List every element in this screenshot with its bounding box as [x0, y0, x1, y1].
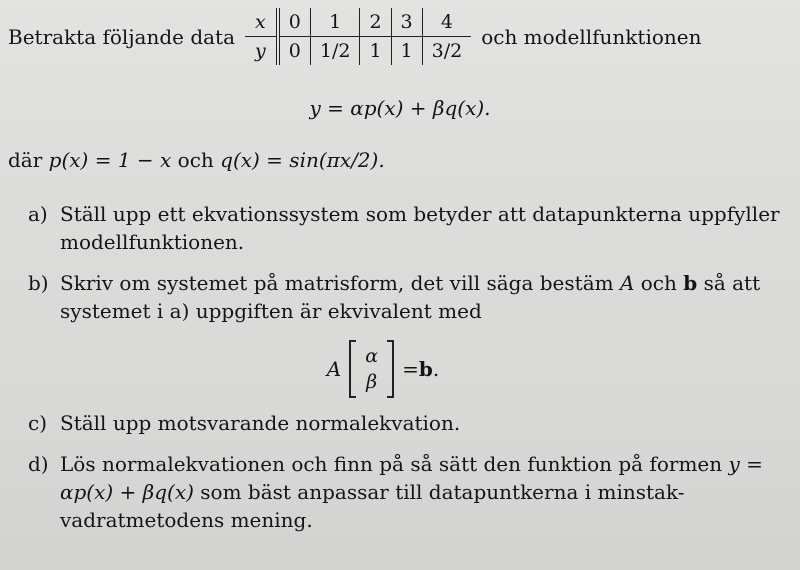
task-a-text: Ställ upp ett ekvationssystem som betyder att datapunkterna uppfyller modellfunktionen.	[60, 202, 780, 254]
task-b-label: b)	[28, 271, 49, 295]
coefficient-vector	[349, 341, 394, 397]
table-head-y: y	[255, 40, 266, 62]
table-cell: 3	[391, 8, 422, 37]
table-cell: 1	[310, 8, 360, 37]
table-row-y	[245, 37, 471, 66]
table-cell: 2	[360, 8, 391, 37]
task-c-text: Ställ upp motsvarande normalekvation.	[60, 411, 461, 435]
intro-after-text: och modellfunktionen	[481, 24, 702, 49]
task-b-text-2: så att systemet i a) uppgiften är ekvivalent med	[60, 271, 761, 323]
q-definition: q(x) = sin(πx/2).	[220, 148, 385, 172]
intro-lead-text: Betrakta följande data	[8, 24, 236, 49]
table-row-x	[245, 8, 471, 37]
p-definition: p(x) = 1 − x	[48, 148, 172, 172]
task-b-matrix-a: A	[619, 271, 635, 295]
table-cell: 1	[360, 37, 391, 66]
data-table	[245, 8, 471, 65]
task-d-text	[60, 450, 798, 534]
task-c	[28, 409, 798, 437]
where-line	[8, 148, 385, 172]
task-b-vector-b: b	[683, 271, 698, 295]
vector-b-symbol: b	[418, 357, 433, 381]
task-d	[28, 450, 798, 534]
where-och: och	[171, 148, 221, 172]
matrix-a-symbol: A	[326, 357, 342, 381]
task-list	[28, 200, 798, 547]
alpha-symbol: α	[365, 345, 379, 367]
table-cell: 4	[422, 8, 471, 37]
intro-line	[8, 8, 701, 65]
task-a	[28, 200, 798, 256]
model-formula: y = αp(x) + βq(x).	[309, 96, 491, 120]
task-d-formula: y = αp(x) + βq(x)	[60, 452, 763, 504]
task-d-text-1: Lös normalekvationen och finn på så sätt den funktion på formen	[60, 452, 729, 476]
matrix-eq-period: .	[432, 357, 440, 381]
equals-sign: =	[402, 357, 419, 381]
task-b-och: och	[634, 271, 684, 295]
task-b-text	[60, 269, 798, 325]
beta-symbol: β	[366, 371, 378, 393]
table-head-x: x	[245, 8, 278, 37]
task-a-label: a)	[28, 202, 48, 226]
table-cell: 1/2	[310, 37, 360, 66]
matrix-equation	[28, 341, 798, 397]
table-cell: 3/2	[422, 37, 471, 66]
table-cell: 1	[391, 37, 422, 66]
table-cell: 0	[278, 8, 311, 37]
where-start: där	[8, 148, 49, 172]
task-d-text-2: som bäst anpassar till datapuntkerna i minstak-vadratmetodens mening.	[60, 480, 685, 532]
task-b	[28, 269, 798, 325]
task-c-label: c)	[28, 411, 48, 435]
task-d-label: d)	[28, 452, 49, 476]
table-cell: 0	[278, 37, 311, 66]
task-b-text-1: Skriv om systemet på matrisform, det vill säga bestäm	[60, 271, 620, 295]
